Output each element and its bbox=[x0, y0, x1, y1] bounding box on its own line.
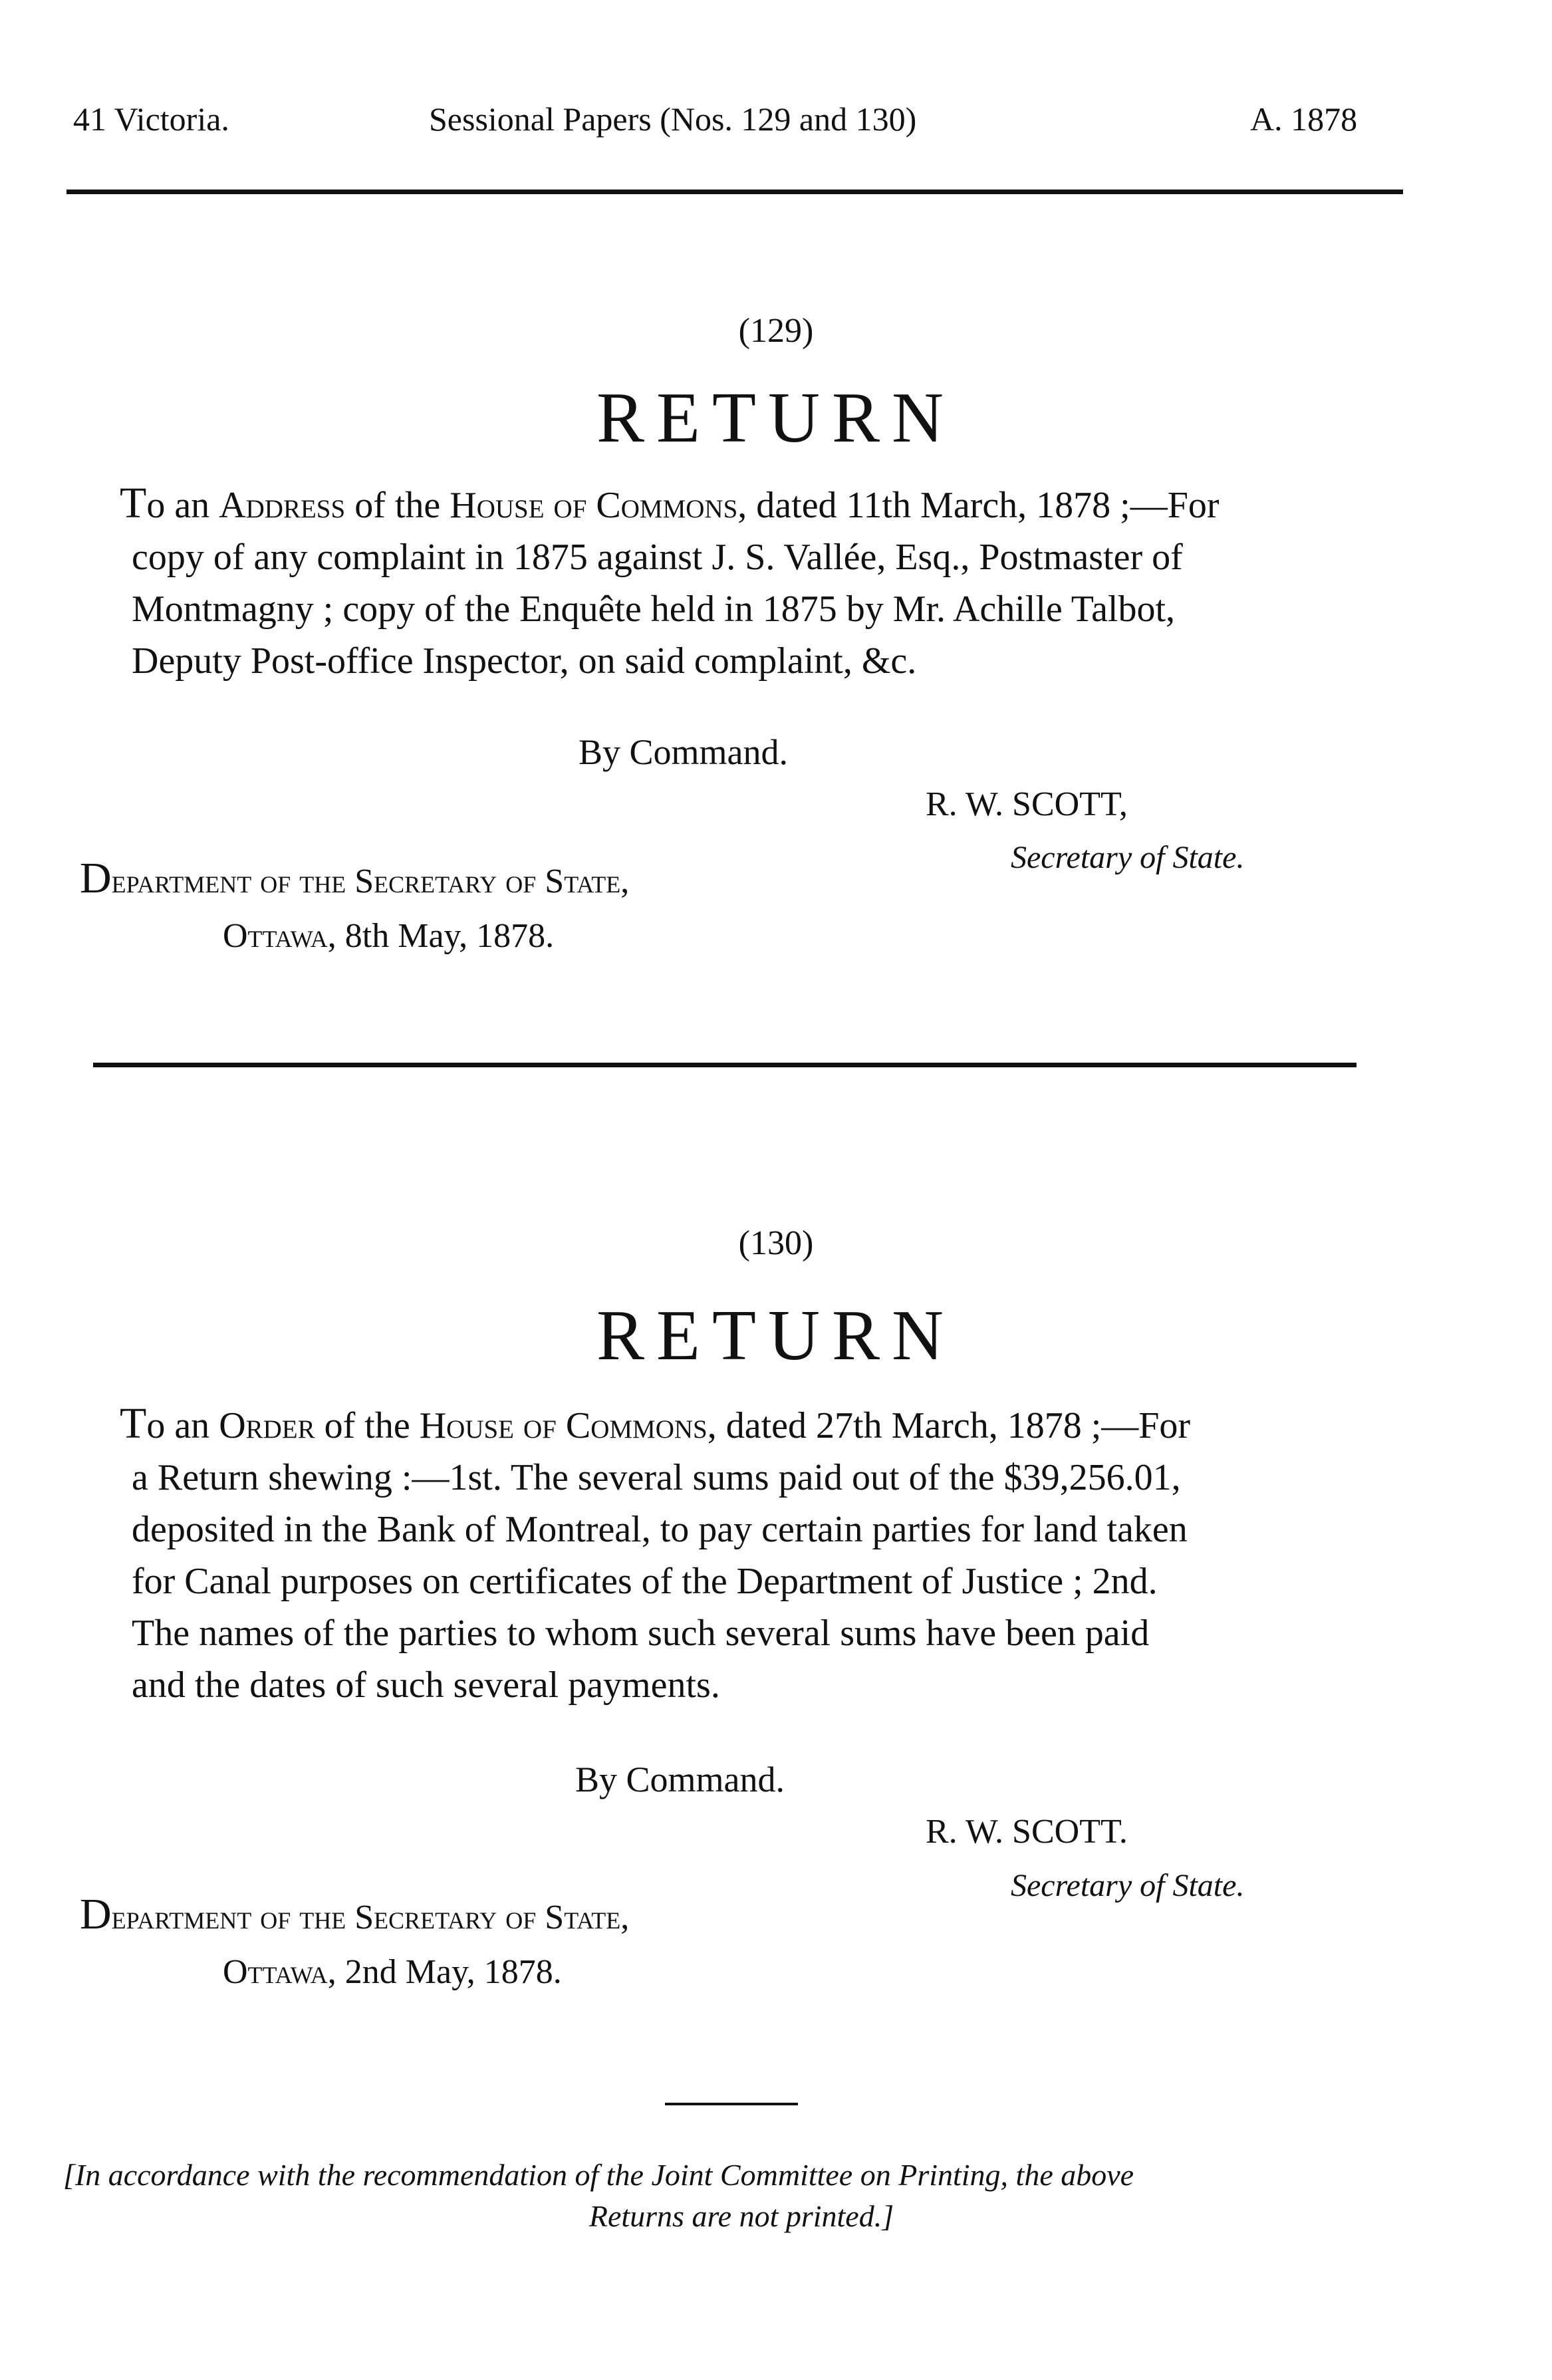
return-130-number: (130) bbox=[738, 1224, 814, 1262]
return-129-line-2: copy of any complaint in 1875 against J. S. Vallée, Esq., Postmaster of bbox=[132, 537, 1183, 578]
return-129-place-date: Ottawa, 8th May, 1878. bbox=[223, 917, 555, 955]
section-rule bbox=[93, 1063, 1357, 1067]
return-130-by-command: By Command. bbox=[575, 1760, 785, 1799]
return-130-place-date: Ottawa, 2nd May, 1878. bbox=[223, 1953, 562, 1991]
header-session: 41 Victoria. bbox=[73, 100, 229, 138]
return-130-line-3: deposited in the Bank of Montreal, to pay certain parties for land taken bbox=[132, 1509, 1188, 1550]
return-130-title: RETURN bbox=[596, 1296, 956, 1375]
return-129-line-4: Deputy Post-office Inspector, on said complaint, &c. bbox=[132, 640, 917, 682]
header-year: A. 1878 bbox=[1250, 100, 1358, 138]
return-130-department-block bbox=[80, 1887, 629, 2000]
return-130-line-2: a Return shewing :—1st. The several sums paid out of the $39,256.01, bbox=[132, 1457, 1181, 1498]
return-130-department: Department of the Secretary of State, bbox=[80, 1890, 630, 1938]
header-title: Sessional Papers (Nos. 129 and 130) bbox=[429, 100, 917, 138]
return-129-number: (129) bbox=[738, 312, 814, 350]
return-130-signatory: R. W. SCOTT. bbox=[926, 1813, 1128, 1851]
header-rule bbox=[66, 190, 1403, 194]
return-129-signatory-title: Secretary of State. bbox=[1011, 840, 1245, 875]
return-130-line-4: for Canal purposes on certificates of the Department of Justice ; 2nd. bbox=[132, 1561, 1158, 1602]
return-130-line-1: To an Order of the House of Commons, dated 27th March, 1878 ;—For bbox=[120, 1399, 1191, 1448]
return-129-by-command: By Command. bbox=[579, 732, 789, 772]
return-129-department: Department of the Secretary of State, bbox=[80, 854, 630, 902]
return-129-title: RETURN bbox=[596, 378, 956, 458]
return-129-line-1: To an Address of the House of Commons, dated 11th March, 1878 ;—For bbox=[120, 479, 1220, 527]
footnote-line-2: Returns are not printed.] bbox=[588, 2199, 894, 2233]
footnote-rule bbox=[665, 2103, 798, 2105]
return-130-line-5: The names of the parties to whom such several sums have been paid bbox=[132, 1613, 1150, 1654]
return-130-body bbox=[120, 1398, 1190, 1711]
return-129-line-3: Montmagny ; copy of the Enquête held in 1875 by Mr. Achille Talbot, bbox=[132, 589, 1176, 630]
footnote bbox=[63, 2155, 1420, 2237]
return-129-department-block bbox=[80, 851, 629, 964]
footnote-line-1: [In accordance with the recommendation of the Joint Committee on Printing, the above bbox=[63, 2158, 1134, 2192]
return-129-body bbox=[120, 477, 1220, 687]
return-130-signatory-title: Secretary of State. bbox=[1011, 1868, 1245, 1903]
return-129-signatory: R. W. SCOTT, bbox=[926, 785, 1128, 823]
return-130-line-6: and the dates of such several payments. bbox=[132, 1664, 720, 1706]
